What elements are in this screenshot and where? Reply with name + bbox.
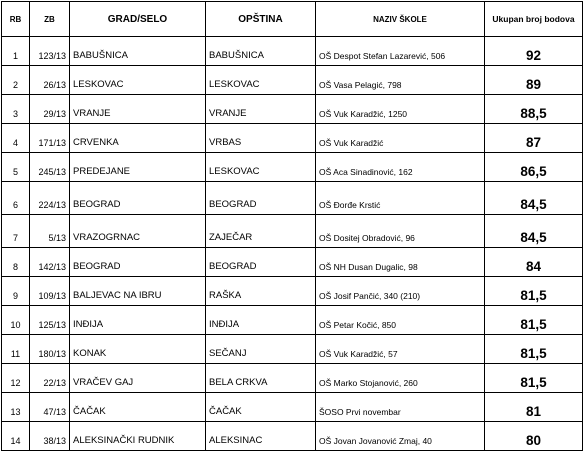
cell-ukupan-broj-bodova: 81,5: [485, 335, 583, 364]
cell-naziv-skole: OŠ Josif Pančić, 340 (210): [316, 277, 485, 306]
cell-ukupan-broj-bodova: 89: [485, 66, 583, 95]
cell-grad-selo: BABUŠNICA: [70, 37, 206, 66]
cell-opstina: RAŠKA: [206, 277, 316, 306]
cell-opstina: SEČANJ: [206, 335, 316, 364]
cell-grad-selo: CRVENKA: [70, 124, 206, 153]
cell-ukupan-broj-bodova: 80: [485, 422, 583, 451]
table-row: [2, 37, 583, 66]
table-row: [2, 393, 583, 422]
cell-grad-selo: INĐIJA: [70, 306, 206, 335]
table-row: [2, 153, 583, 182]
cell-grad-selo: ČAČAK: [70, 393, 206, 422]
cell-naziv-skole: OŠ Vuk Karadžić: [316, 124, 485, 153]
cell-opstina: INĐIJA: [206, 306, 316, 335]
header-opstina: OPŠTINA: [206, 2, 316, 37]
header-ukupan-broj-bodova: Ukupan broj bodova: [485, 2, 583, 37]
header-naziv-skole: NAZIV ŠKOLE: [316, 2, 485, 37]
table-row: [2, 248, 583, 277]
cell-rb: 2: [2, 66, 30, 95]
cell-opstina: LESKOVAC: [206, 153, 316, 182]
cell-ukupan-broj-bodova: 84,5: [485, 215, 583, 248]
cell-grad-selo: VRANJE: [70, 95, 206, 124]
cell-zb: 142/13: [30, 248, 70, 277]
cell-ukupan-broj-bodova: 84,5: [485, 182, 583, 215]
table-row: [2, 182, 583, 215]
cell-rb: 9: [2, 277, 30, 306]
cell-rb: 8: [2, 248, 30, 277]
cell-ukupan-broj-bodova: 88,5: [485, 95, 583, 124]
cell-opstina: ZAJEČAR: [206, 215, 316, 248]
cell-naziv-skole: OŠ Vuk Karadžić, 57: [316, 335, 485, 364]
table-row: [2, 215, 583, 248]
table-row: [2, 335, 583, 364]
cell-zb: 38/13: [30, 422, 70, 451]
cell-rb: 14: [2, 422, 30, 451]
cell-rb: 10: [2, 306, 30, 335]
cell-zb: 47/13: [30, 393, 70, 422]
cell-zb: 224/13: [30, 182, 70, 215]
cell-naziv-skole: OŠ Dositej Obradović, 96: [316, 215, 485, 248]
cell-zb: 245/13: [30, 153, 70, 182]
header-row: [2, 2, 583, 37]
header-grad-selo: GRAD/SELO: [70, 2, 206, 37]
cell-grad-selo: KONAK: [70, 335, 206, 364]
cell-grad-selo: VRAČEV GAJ: [70, 364, 206, 393]
results-table: [1, 1, 583, 451]
cell-naziv-skole: OŠ Petar Kočić, 850: [316, 306, 485, 335]
table-row: [2, 422, 583, 451]
cell-zb: 125/13: [30, 306, 70, 335]
table-row: [2, 66, 583, 95]
header-rb: RB: [2, 2, 30, 37]
cell-ukupan-broj-bodova: 92: [485, 37, 583, 66]
cell-opstina: VRBAS: [206, 124, 316, 153]
cell-naziv-skole: OŠ Jovan Jovanović Zmaj, 40: [316, 422, 485, 451]
cell-opstina: VRANJE: [206, 95, 316, 124]
cell-grad-selo: ALEKSINAČKI RUDNIK: [70, 422, 206, 451]
cell-rb: 11: [2, 335, 30, 364]
cell-ukupan-broj-bodova: 87: [485, 124, 583, 153]
cell-naziv-skole: OŠ Despot Stefan Lazarević, 506: [316, 37, 485, 66]
cell-naziv-skole: OŠ Marko Stojanović, 260: [316, 364, 485, 393]
cell-grad-selo: BEOGRAD: [70, 248, 206, 277]
results-sheet: [1, 1, 582, 448]
cell-naziv-skole: ŠOSO Prvi novembar: [316, 393, 485, 422]
cell-opstina: LESKOVAC: [206, 66, 316, 95]
cell-ukupan-broj-bodova: 84: [485, 248, 583, 277]
cell-grad-selo: PREDEJANE: [70, 153, 206, 182]
cell-grad-selo: LESKOVAC: [70, 66, 206, 95]
table-row: [2, 124, 583, 153]
cell-zb: 26/13: [30, 66, 70, 95]
cell-ukupan-broj-bodova: 81,5: [485, 277, 583, 306]
cell-rb: 5: [2, 153, 30, 182]
cell-ukupan-broj-bodova: 81,5: [485, 364, 583, 393]
table-row: [2, 95, 583, 124]
cell-rb: 6: [2, 182, 30, 215]
cell-opstina: BABUŠNICA: [206, 37, 316, 66]
cell-naziv-skole: OŠ NH Dusan Dugalic, 98: [316, 248, 485, 277]
table-row: [2, 277, 583, 306]
cell-rb: 13: [2, 393, 30, 422]
cell-opstina: ČAČAK: [206, 393, 316, 422]
cell-rb: 12: [2, 364, 30, 393]
cell-opstina: BEOGRAD: [206, 182, 316, 215]
cell-zb: 171/13: [30, 124, 70, 153]
cell-zb: 22/13: [30, 364, 70, 393]
cell-ukupan-broj-bodova: 81: [485, 393, 583, 422]
cell-rb: 1: [2, 37, 30, 66]
cell-opstina: BELA CRKVA: [206, 364, 316, 393]
cell-ukupan-broj-bodova: 81,5: [485, 306, 583, 335]
cell-grad-selo: BALJEVAC NA IBRU: [70, 277, 206, 306]
cell-grad-selo: VRAZOGRNAC: [70, 215, 206, 248]
table-row: [2, 364, 583, 393]
cell-opstina: BEOGRAD: [206, 248, 316, 277]
cell-ukupan-broj-bodova: 86,5: [485, 153, 583, 182]
header-zb: ZB: [30, 2, 70, 37]
cell-naziv-skole: OŠ Vasa Pelagić, 798: [316, 66, 485, 95]
cell-zb: 29/13: [30, 95, 70, 124]
cell-zb: 180/13: [30, 335, 70, 364]
cell-naziv-skole: OŠ Vuk Karadžić, 1250: [316, 95, 485, 124]
cell-grad-selo: BEOGRAD: [70, 182, 206, 215]
cell-zb: 5/13: [30, 215, 70, 248]
cell-zb: 123/13: [30, 37, 70, 66]
cell-rb: 7: [2, 215, 30, 248]
cell-naziv-skole: OŠ Đorđe Krstić: [316, 182, 485, 215]
cell-zb: 109/13: [30, 277, 70, 306]
cell-rb: 3: [2, 95, 30, 124]
cell-naziv-skole: OŠ Aca Sinadinović, 162: [316, 153, 485, 182]
table-row: [2, 306, 583, 335]
cell-opstina: ALEKSINAC: [206, 422, 316, 451]
cell-rb: 4: [2, 124, 30, 153]
